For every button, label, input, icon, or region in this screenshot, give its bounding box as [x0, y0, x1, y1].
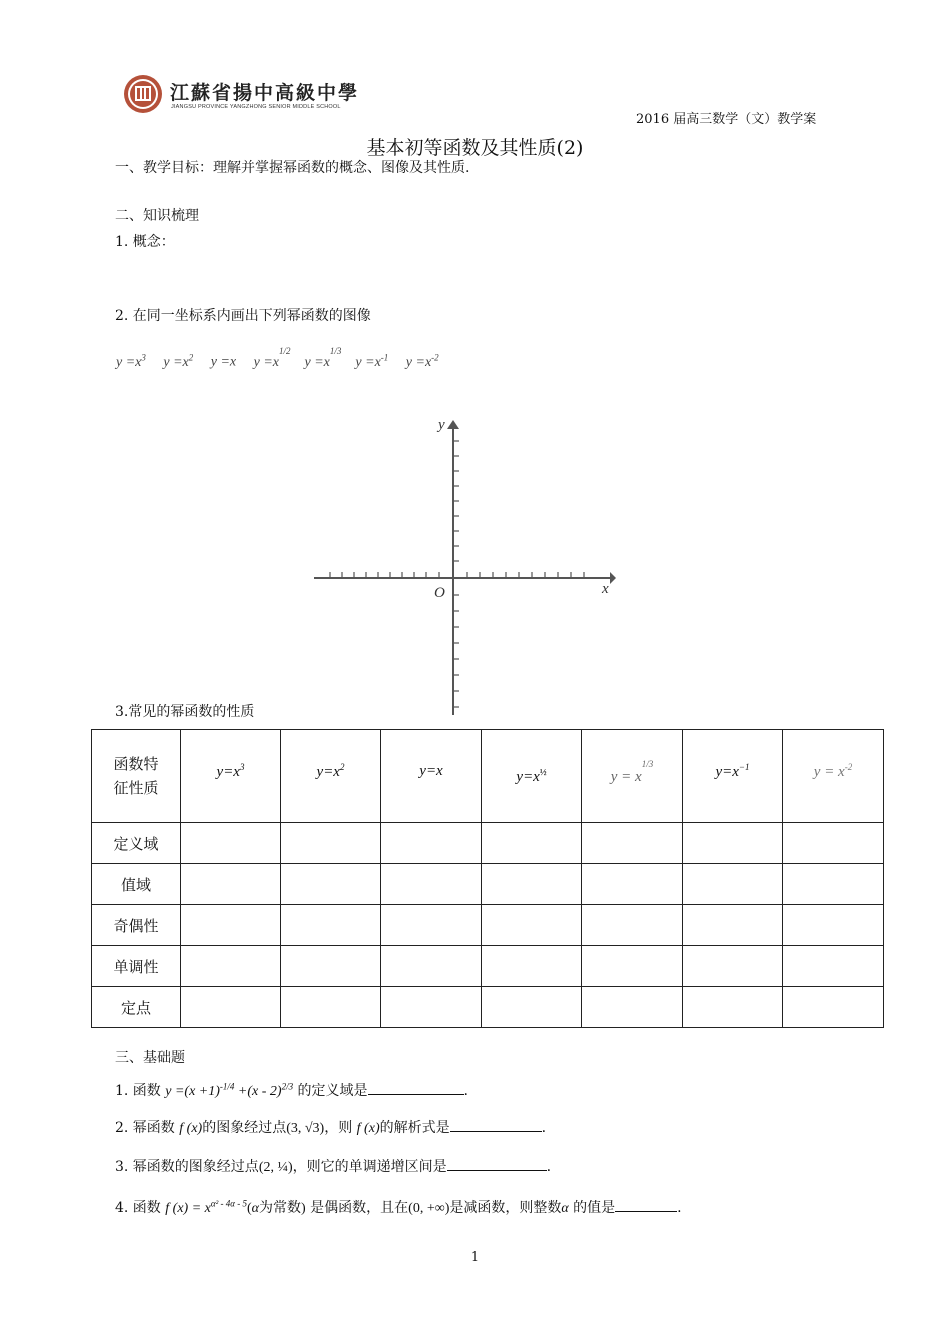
function-x-inv: $y =x^{-1}$ — [355, 352, 389, 370]
table-cell[interactable] — [683, 946, 783, 987]
row-label-fixed-point: 定点 — [92, 987, 181, 1028]
table-cell[interactable] — [482, 946, 582, 987]
table-cell[interactable] — [683, 823, 783, 864]
function-list — [116, 346, 439, 371]
table-cell[interactable] — [683, 864, 783, 905]
q2-point: (3, √3) — [286, 1121, 325, 1136]
row-label-domain: 定义域 — [92, 823, 181, 864]
q4-interval: (0, +∞) — [408, 1201, 450, 1216]
document-title: 基本初等函数及其性质(2) — [366, 137, 584, 159]
q3-suffix: ，则它的单调递增区间是 — [292, 1159, 447, 1175]
y-axis-arrow-icon — [447, 420, 459, 429]
school-seal-icon — [123, 74, 163, 114]
table-cell[interactable] — [181, 823, 281, 864]
table-cell[interactable] — [582, 864, 683, 905]
power-function-properties-table — [91, 729, 884, 1028]
y-axis-label: y — [438, 417, 445, 433]
q2-suffix: 的解析式是 — [379, 1120, 450, 1136]
table-cell[interactable] — [281, 823, 381, 864]
table-cell[interactable] — [582, 905, 683, 946]
q3-prefix: 3. 幂函数的图象经过点 — [115, 1159, 259, 1175]
corner-line-1: 函数特 — [113, 755, 159, 773]
table-cell[interactable] — [482, 987, 582, 1028]
q3-point: (2, ¼) — [258, 1160, 293, 1175]
table-row — [92, 823, 884, 864]
q4-answer-blank[interactable] — [615, 1211, 677, 1212]
q2-mid1: 的图象经过点 — [202, 1120, 287, 1136]
table-cell[interactable] — [381, 987, 482, 1028]
table-cell[interactable] — [181, 987, 281, 1028]
q4-paren-open: ( — [247, 1201, 252, 1216]
section-knowledge-heading: 二、知识梳理 — [115, 208, 199, 224]
origin-label: O — [434, 585, 445, 601]
table-cell[interactable] — [482, 864, 582, 905]
question-3: 3. 幂函数的图象经过点(2, ¼)，则它的单调递增区间是 . — [115, 1159, 552, 1175]
q4-mid2: 是偶函数，且在 — [310, 1200, 409, 1216]
table-cell[interactable] — [783, 864, 884, 905]
table-cell[interactable] — [683, 905, 783, 946]
header-course-label: 2016 届高三数学（文）教学案 — [636, 112, 817, 127]
q2-answer-blank[interactable] — [450, 1131, 542, 1132]
table-cell[interactable] — [281, 987, 381, 1028]
table-cell[interactable] — [381, 905, 482, 946]
properties-heading: 3.常见的幂函数的性质 — [115, 704, 255, 720]
table-cell[interactable] — [281, 946, 381, 987]
table-cell[interactable] — [582, 987, 683, 1028]
col-header-x-third: $y = x^{1/3}$ — [582, 730, 683, 823]
col-header-x: y=x — [381, 730, 482, 823]
table-cell[interactable] — [181, 864, 281, 905]
q4-formula: f $(x) = x^{\alpha^2 - 4\alpha - 5}$ — [165, 1198, 247, 1216]
table-cell[interactable] — [783, 987, 884, 1028]
col-header-x-inv: $y=x^{-1}$ — [683, 730, 783, 823]
school-logo — [123, 74, 163, 114]
table-row — [92, 864, 884, 905]
q4-mid1: 为常数 — [259, 1200, 302, 1216]
table-cell[interactable] — [482, 905, 582, 946]
concept-item: 1. 概念： — [115, 234, 175, 250]
q2-prefix: 2. 幂函数 — [115, 1120, 175, 1136]
draw-graphs-item: 2. 在同一坐标系内画出下列幂函数的图像 — [115, 308, 371, 324]
q1-suffix: 的定义域是 — [297, 1083, 368, 1099]
function-x2: $y =x^2$ — [163, 352, 194, 370]
school-name: 江蘇省揚中高級中學 — [170, 82, 360, 104]
x-axis-arrow-icon — [610, 572, 616, 584]
table-cell[interactable] — [381, 823, 482, 864]
function-x-inv2: $y =x^{-2}$ — [405, 352, 439, 370]
basics-heading: 三、基础题 — [115, 1050, 185, 1066]
q1-prefix: 1. 函数 — [115, 1083, 161, 1099]
q3-answer-blank[interactable] — [447, 1170, 547, 1171]
function-x3: $y =x^3$ — [116, 352, 146, 370]
question-4: 4. 函数 f $(x) = x^{\alpha^2 - 4\alpha - 5}(\alpha$为常数) 是偶函数，且在(0, +∞)是减函数，则整数α 的值是 . — [115, 1198, 682, 1216]
table-cell[interactable] — [582, 823, 683, 864]
table-cell[interactable] — [181, 905, 281, 946]
corner-cell — [92, 730, 181, 823]
q1-answer-blank[interactable] — [368, 1094, 464, 1095]
table-cell[interactable] — [381, 864, 482, 905]
question-1: 1. 函数 $y =(x +1)^{-1/4} +(x - 2)^{2/3}$ 的定义域是 . — [115, 1081, 468, 1099]
corner-line-2: 征性质 — [113, 779, 159, 797]
function-x-third: $y =x^{1/3}$ — [304, 346, 342, 370]
col-header-x-half: $y=x^{\frac{1}{2}}$ — [482, 730, 582, 823]
col-header-x-inv2: $y = x^{-2}$ — [783, 730, 884, 823]
teaching-objective: 一、教学目标：理解并掌握幂函数的概念、图像及其性质. — [115, 160, 470, 176]
q4-paren-close: ) — [301, 1201, 306, 1216]
table-row — [92, 946, 884, 987]
q2-fx: f (x) — [179, 1121, 203, 1136]
table-cell[interactable] — [582, 946, 683, 987]
table-cell[interactable] — [381, 946, 482, 987]
row-label-monotonicity: 单调性 — [92, 946, 181, 987]
table-cell[interactable] — [783, 946, 884, 987]
q1-formula: $y =(x +1)^{-1/4} +(x - 2)^{2/3}$ — [165, 1081, 294, 1099]
col-header-x3: $y=x^3$ — [181, 730, 281, 823]
table-cell[interactable] — [281, 864, 381, 905]
table-cell[interactable] — [281, 905, 381, 946]
q4-alpha-2: α — [561, 1201, 569, 1216]
table-cell[interactable] — [482, 823, 582, 864]
row-label-range: 值域 — [92, 864, 181, 905]
table-cell[interactable] — [783, 823, 884, 864]
school-name-en: JIANGSU PROVINCE YANGZHONG SENIOR MIDDLE SCHOOL — [171, 104, 341, 110]
table-row — [92, 905, 884, 946]
page-number: 1 — [470, 1250, 480, 1265]
q4-suffix: 的值是 — [573, 1200, 616, 1216]
table-cell[interactable] — [181, 946, 281, 987]
coordinate-axes — [310, 415, 620, 720]
q4-prefix: 4. 函数 — [115, 1200, 161, 1216]
function-x: y =x — [210, 354, 237, 370]
function-x-half: $y =x^{1/2}$ — [253, 346, 291, 370]
q2-fx-2: f (x) — [356, 1121, 380, 1136]
table-header-row — [92, 730, 884, 823]
table-row — [92, 987, 884, 1028]
q2-mid2: ，则 — [324, 1120, 353, 1136]
row-label-parity: 奇偶性 — [92, 905, 181, 946]
table-cell[interactable] — [683, 987, 783, 1028]
table-cell[interactable] — [783, 905, 884, 946]
q4-mid3: 是减函数，则整数 — [449, 1200, 562, 1216]
col-header-x2: $y=x^2$ — [281, 730, 381, 823]
x-axis-label: x — [602, 581, 609, 597]
q4-alpha: α — [251, 1201, 260, 1216]
question-2: 2. 幂函数 f (x)的图象经过点(3, √3)，则 f (x)的解析式是 . — [115, 1120, 547, 1136]
